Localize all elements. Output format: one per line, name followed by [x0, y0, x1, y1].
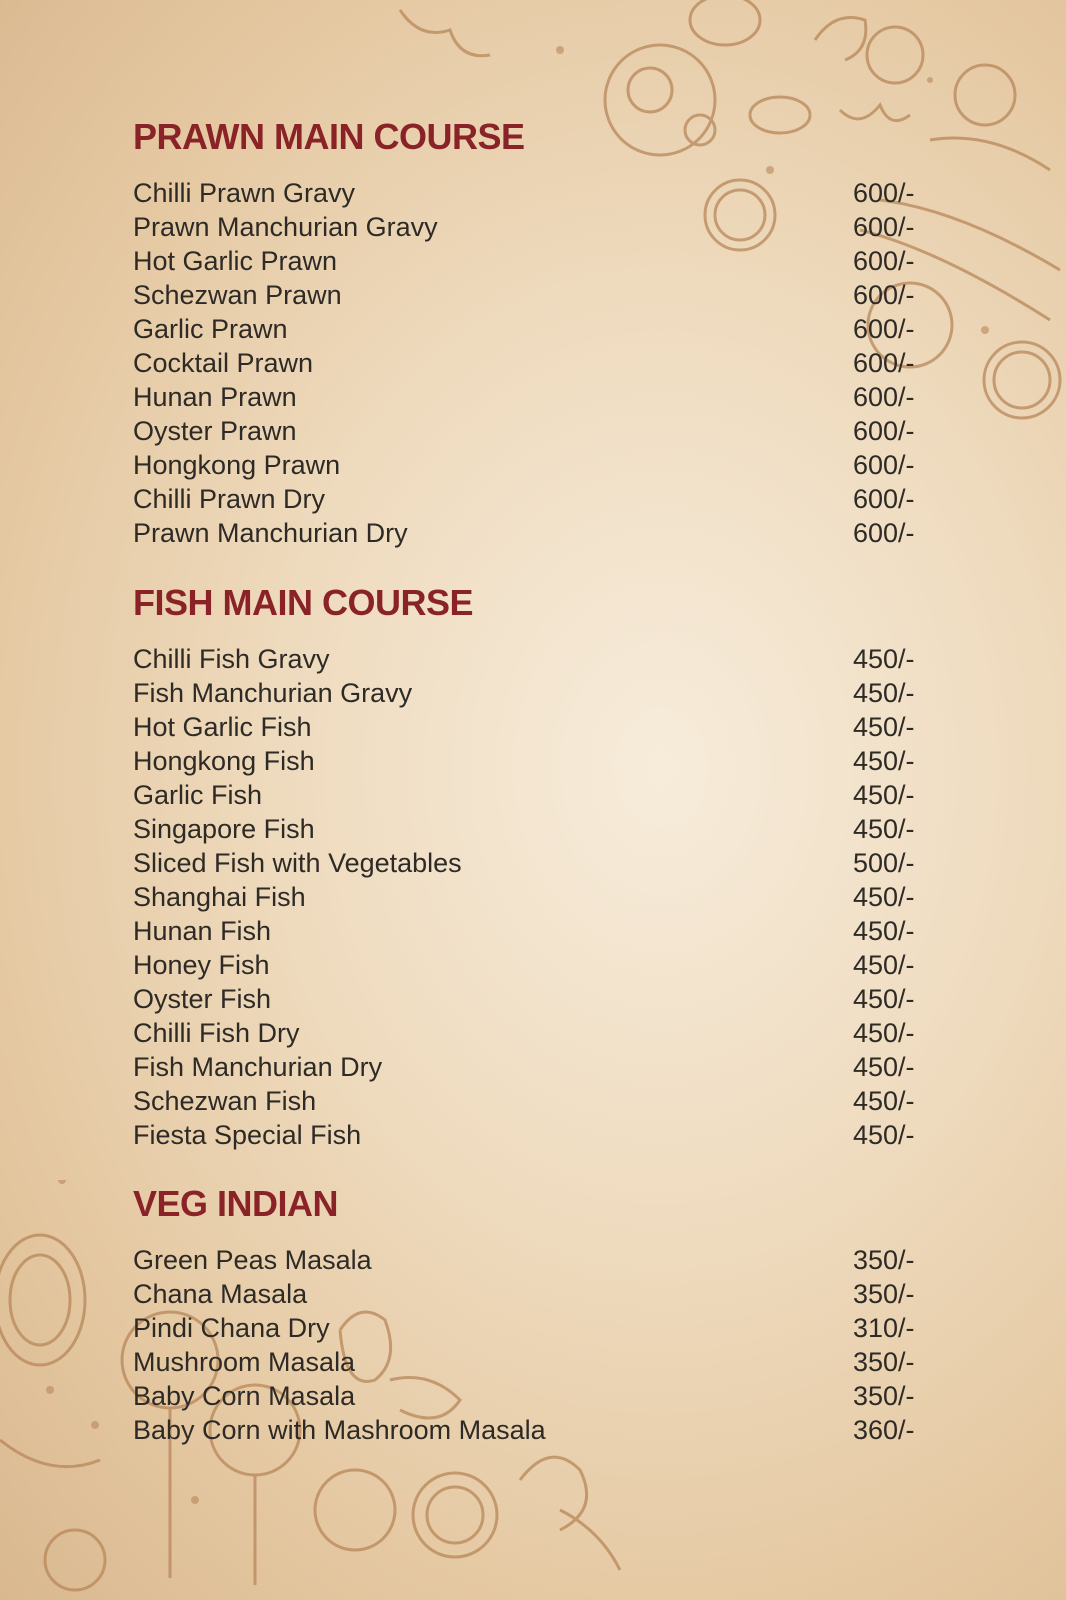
- item-name: Chilli Prawn Gravy: [133, 177, 356, 208]
- item-name: Pindi Chana Dry: [133, 1312, 330, 1343]
- menu-item: [133, 880, 933, 914]
- item-price: 600/-: [853, 347, 915, 378]
- item-name: Cocktail Prawn: [133, 347, 314, 378]
- item-price: 500/-: [853, 847, 915, 878]
- item-name: Schezwan Prawn: [133, 279, 342, 310]
- item-price: 600/-: [853, 483, 915, 514]
- item-name: Oyster Prawn: [133, 415, 297, 446]
- menu-item: [133, 244, 933, 278]
- menu-item: [133, 846, 933, 880]
- section-title-prawn: PRAWN MAIN COURSE: [133, 116, 525, 157]
- item-name: Hot Garlic Prawn: [133, 245, 338, 276]
- item-price: 450/-: [853, 643, 915, 674]
- item-name: Singapore Fish: [133, 813, 315, 844]
- item-name: Hongkong Fish: [133, 745, 315, 776]
- menu-item: [133, 710, 933, 744]
- menu-item: [133, 744, 933, 778]
- item-price: 600/-: [853, 381, 915, 412]
- menu-item: [133, 914, 933, 948]
- menu-item: [133, 1050, 933, 1084]
- item-name: Hunan Prawn: [133, 381, 297, 412]
- item-price: 450/-: [853, 1119, 915, 1150]
- menu-item: [133, 1118, 933, 1152]
- menu-item: [133, 482, 933, 516]
- item-price: 450/-: [853, 983, 915, 1014]
- menu-item: [133, 278, 933, 312]
- menu-item: [133, 1016, 933, 1050]
- item-name: Sliced Fish with Vegetables: [133, 847, 462, 878]
- item-price: 600/-: [853, 517, 915, 548]
- menu-item: [133, 516, 933, 550]
- item-price: 450/-: [853, 711, 915, 742]
- item-name: Fish Manchurian Dry: [133, 1051, 383, 1082]
- menu-item: [133, 448, 933, 482]
- item-name: Schezwan Fish: [133, 1085, 317, 1116]
- item-price: 450/-: [853, 949, 915, 980]
- item-name: Chana Masala: [133, 1278, 308, 1309]
- item-price: 350/-: [853, 1380, 915, 1411]
- item-name: Mushroom Masala: [133, 1346, 356, 1377]
- item-price: 450/-: [853, 1085, 915, 1116]
- menu-item: [133, 414, 933, 448]
- item-price: 600/-: [853, 211, 915, 242]
- item-name: Green Peas Masala: [133, 1244, 372, 1275]
- item-name: Baby Corn Masala: [133, 1380, 356, 1411]
- item-price: 600/-: [853, 415, 915, 446]
- menu-item: [133, 1413, 933, 1447]
- item-name: Hot Garlic Fish: [133, 711, 312, 742]
- item-price: 600/-: [853, 313, 915, 344]
- item-price: 450/-: [853, 813, 915, 844]
- section-title-fish: FISH MAIN COURSE: [133, 582, 474, 623]
- menu-item: [133, 1243, 933, 1277]
- item-price: 600/-: [853, 449, 915, 480]
- menu-item: [133, 1311, 933, 1345]
- item-name: Chilli Fish Dry: [133, 1017, 300, 1048]
- item-price: 450/-: [853, 779, 915, 810]
- item-name: Hongkong Prawn: [133, 449, 341, 480]
- item-name: Garlic Prawn: [133, 313, 288, 344]
- item-price: 450/-: [853, 1017, 915, 1048]
- item-price: 600/-: [853, 279, 915, 310]
- item-price: 600/-: [853, 177, 915, 208]
- item-price: 350/-: [853, 1244, 915, 1275]
- menu-item: [133, 982, 933, 1016]
- menu-item: [133, 1379, 933, 1413]
- menu-item: [133, 1345, 933, 1379]
- item-price: 310/-: [853, 1312, 915, 1343]
- item-name: Chilli Fish Gravy: [133, 643, 330, 674]
- item-name: Fiesta Special Fish: [133, 1119, 362, 1150]
- item-price: 450/-: [853, 881, 915, 912]
- menu-item: [133, 1277, 933, 1311]
- item-price: 350/-: [853, 1278, 915, 1309]
- menu-item: [133, 346, 933, 380]
- menu-item: [133, 312, 933, 346]
- item-name: Garlic Fish: [133, 779, 263, 810]
- item-name: Oyster Fish: [133, 983, 272, 1014]
- item-price: 350/-: [853, 1346, 915, 1377]
- menu-item: [133, 778, 933, 812]
- section-title-veg-indian: VEG INDIAN: [133, 1183, 339, 1224]
- menu-item: [133, 676, 933, 710]
- item-price: 450/-: [853, 915, 915, 946]
- item-price: 450/-: [853, 1051, 915, 1082]
- item-name: Shanghai Fish: [133, 881, 306, 912]
- item-name: Prawn Manchurian Dry: [133, 517, 408, 548]
- menu-item: [133, 948, 933, 982]
- item-price: 450/-: [853, 745, 915, 776]
- item-name: Chilli Prawn Dry: [133, 483, 326, 514]
- item-price: 600/-: [853, 245, 915, 276]
- item-price: 450/-: [853, 677, 915, 708]
- menu-item: [133, 812, 933, 846]
- item-name: Hunan Fish: [133, 915, 272, 946]
- item-name: Prawn Manchurian Gravy: [133, 211, 438, 242]
- menu-item: [133, 1084, 933, 1118]
- menu-item: [133, 642, 933, 676]
- menu-item: [133, 380, 933, 414]
- item-name: Fish Manchurian Gravy: [133, 677, 413, 708]
- menu-item: [133, 176, 933, 210]
- item-price: 360/-: [853, 1414, 915, 1445]
- item-name: Honey Fish: [133, 949, 270, 980]
- menu-item: [133, 210, 933, 244]
- item-name: Baby Corn with Mashroom Masala: [133, 1414, 546, 1445]
